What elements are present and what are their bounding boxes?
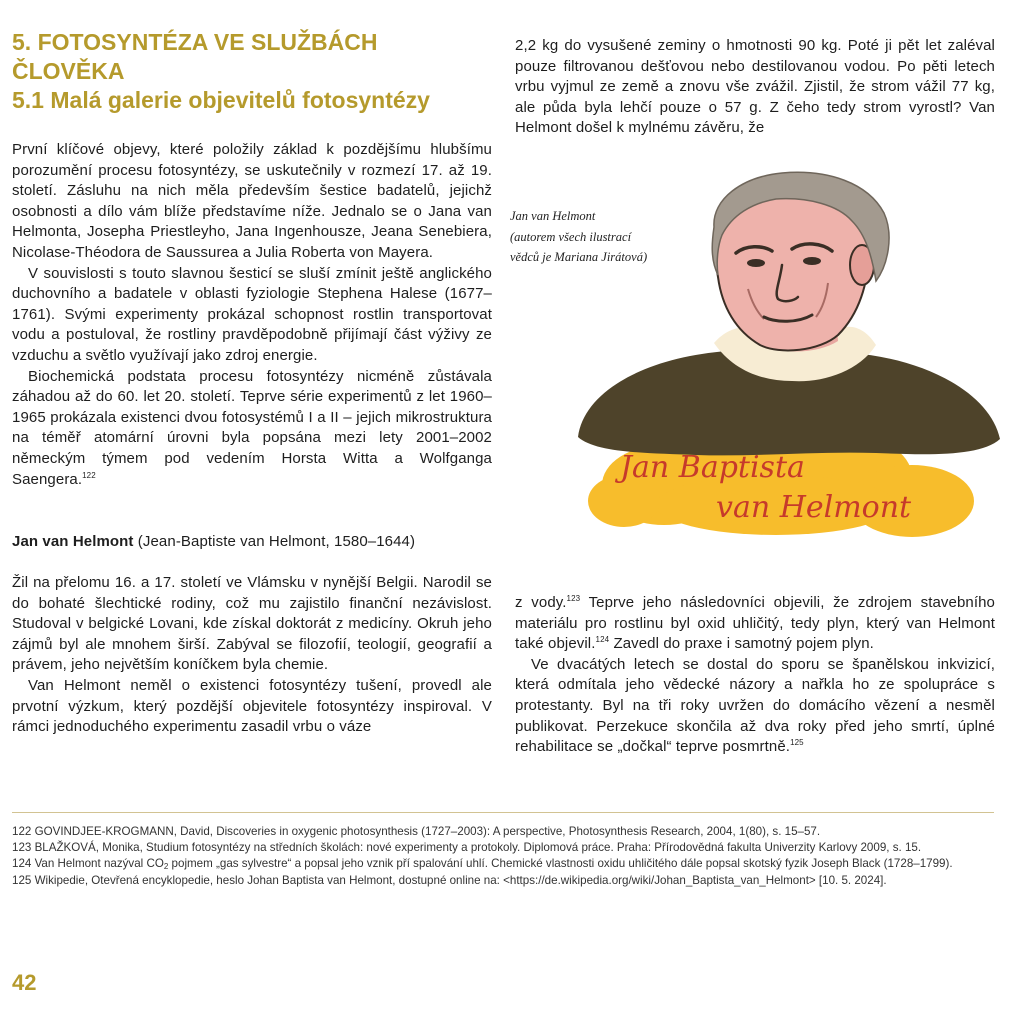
footnote-122: 122 GOVINDJEE-KROGMANN, David, Discoveries in oxygenic photosynthesis (1727–2003): A perspective, Photosynthesis Research, 2004, 1(80), s. 15–57. [12, 825, 821, 838]
paragraph-cd-text-c: Zavedl do praxe i samotný pojem plyn. [609, 635, 874, 653]
paragraph-biochemistry-text: Biochemická podstata procesu fotosyntézy nicméně zůstávala záhadou až do 60. let 20. století. Teprve série experimentů z let 1960–1965 prokázala existenci dvou fotosystémů I a II – jejich mikrostruktura na téměř atomární úrovni byla popsána mezi lety 2001–2002 německým týmem pod vedením Horsta Witta a Wolfganga Saengera. [12, 367, 492, 488]
page-number: 42 [12, 970, 37, 995]
footnote-ref-125[interactable]: 125 [790, 738, 804, 748]
footnote-125: 125 Wikipedie, Otevřená encyklopedie, heslo Johan Baptista van Helmont, dostupné online na: <https://de.wikipedia.org/wiki/Johan_Baptista_van_Helmont> [10. 5. 2024]. [12, 873, 887, 887]
footnote-divider [12, 812, 994, 813]
paragraph-hales: V souvislosti s touto slavnou šesticí se sluší zmínit ještě anglického duchovního a badatele v oblasti fyziologie Stephena Halese (1677–1761). Svými experimenty prokázal schopnost rostlin transportovat vodu a postuloval, že rostliny pravděpodobně přijímají část výživy ze vzduchu a světlo využívají jako zdroj energie. [12, 264, 492, 364]
chapter-title-line1: 5. FOTOSYNTÉZA VE SLUŽBÁCH [12, 29, 378, 55]
paragraph-carbon-dioxide [515, 593, 995, 655]
paragraph-experiment-cont: 2,2 kg do vysušené zeminy o hmotnosti 90 kg. Poté ji pět let zaléval pouze filtrovanou dešťovou nebo destilovanou vodou. Po pěti letech vrbu vyjmul ze země a znovu vše zvážil. Zjistil, že strom vážil 77 kg, ale půda byla lehčí pouze o 57 g. Z čeho tedy strom vyrostl? Van Helmont došel k mylnému závěru, že [515, 37, 995, 137]
paragraph-cd-text-b: Teprve jeho následovníci objevili, že zdrojem stavebního materiálu pro rostlinu byl oxid uhličitý, tedy plyn, který van Helmont také objevil. [515, 594, 995, 653]
footnote-ref-124[interactable]: 124 [595, 635, 610, 645]
left-column-intro [12, 140, 492, 490]
chapter-heading [12, 28, 430, 115]
footnote-124 [12, 856, 994, 872]
paragraph-experiment: Van Helmont neměl o existenci fotosyntézy tušení, provedl ale prvotní výzkum, který pozdější objevitele fotosyntézy inspiroval. V rámci jednoduchého experimentu zasadil vrbu o váze [12, 676, 492, 736]
right-column-top [515, 36, 995, 139]
chapter-title-line2: ČLOVĚKA [12, 58, 125, 84]
paragraph-biography: Žil na přelomu 16. a 17. století ve Vlámsku v nynější Belgii. Narodil se do bohaté šlechtické rodiny, což mu zajistilo finanční nezávislost. Studoval v belgické Lovani, kde získal doktorát z medicíny. Okruh jeho zájmů byl ale mnohem širší. Zabýval se filozofií, teologií, geografií a právem, jeho největším koníčkem byla chemie. [12, 574, 492, 674]
footnotes [12, 824, 994, 889]
footnote-124-subscript: 2 [163, 862, 169, 872]
right-eye [803, 257, 821, 265]
helmont-full-name: (Jean-Baptiste van Helmont, 1580–1644) [133, 533, 416, 550]
footnote-124-text-a: 124 Van Helmont nazýval CO [12, 857, 164, 871]
caption-line3: vědců je Mariana Jirátová) [510, 250, 648, 264]
left-column-bio [12, 573, 492, 738]
caption-line2: (autorem všech ilustrací [510, 229, 632, 244]
paragraph-inquisition [515, 655, 995, 758]
helmont-name: Jan van Helmont [12, 533, 134, 550]
caption-line1: Jan van Helmont [510, 209, 596, 223]
section-title: 5.1 Malá galerie objevitelů fotosyntézy [12, 87, 430, 113]
paragraph-inquisition-text: Ve dvacátých letech se dostal do sporu se španělskou inkvizicí, která odmítala jeho vědecké názory a nařkla ho ze spolupráce s protestanty. Byl na tři roky uvržen do domácího vězení a nesměl publikovat. Perzekuce skončila až dva roky před jeho smrtí, úplné rehabilitace se „dočkal“ teprve posmrtně. [515, 655, 995, 756]
portrait-signature: Jan Baptista van Helmont [620, 450, 912, 525]
footnote-124-text-b: pojmem „gas sylvestre“ a popsal jeho vznik pří spalování uhlí. Chemické vlastnosti oxidu uhličitého dále popsal skotský fyzik Joseph Black (1728–1799). [168, 857, 953, 871]
footnote-ref-123[interactable]: 123 [566, 594, 581, 603]
footnote-123: 123 BLAŽKOVÁ, Monika, Studium fotosyntézy na středních školách: nové experimenty a protokoly. Diplomová práce. Praha: Přírodovědná fakulta Univerzity Karlovy 2009, s. 15. [12, 841, 922, 855]
portrait-illustration [576, 165, 1002, 545]
right-column-bottom [515, 593, 995, 758]
paragraph-intro: První klíčové objevy, které položily základ k pozdějšímu hlubšímu porozumění procesu fotosyntézy, se uskutečnily v rozmezí 17. až 19. století. Zásluhu na nich měla především šestice badatelů, jejichž osobnosti a dílo vám blíže představíme níže. Jednalo se o Jana van Helmonta, Josepha Priestleyho, Jana Ingenhousze, Jeana Senebiera, Nicolase-Théodora de Saussurea a Julia Roberta von Mayera. [12, 141, 492, 261]
paragraph-biochemistry [12, 367, 492, 491]
paragraph-cd-text-a: z vody. [515, 594, 567, 611]
helmont-name-line [12, 532, 492, 553]
footnote-ref-122[interactable]: 122 [82, 470, 96, 480]
left-eye [747, 259, 765, 267]
